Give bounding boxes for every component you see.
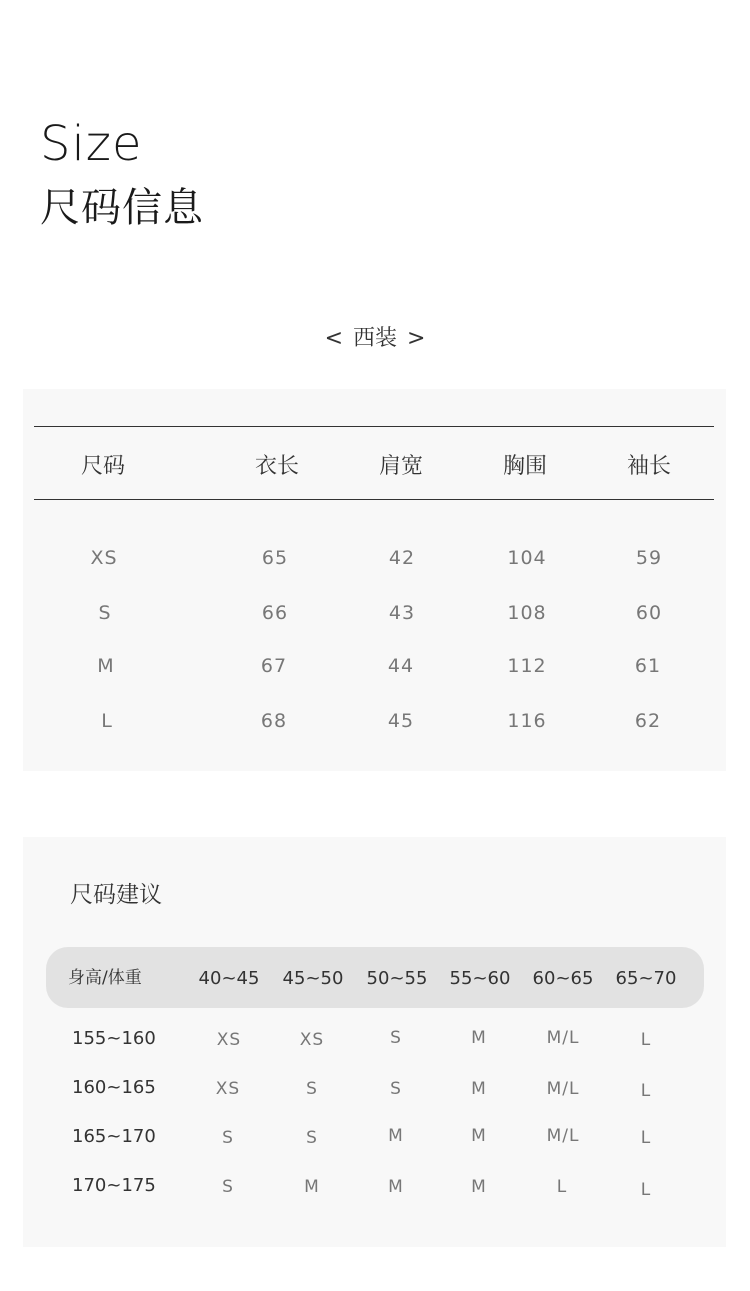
table-cell: 61 <box>634 655 662 677</box>
table-cell: 62 <box>634 710 662 732</box>
size-cell: S <box>390 1028 402 1048</box>
size-cell: S <box>306 1128 318 1148</box>
weight-header: 55~60 <box>449 968 511 989</box>
size-cell: S <box>222 1177 234 1197</box>
size-cell: XS <box>216 1030 242 1050</box>
size-cell: M/L <box>546 1126 580 1146</box>
page-title-en: Size <box>40 116 143 172</box>
size-cell: S <box>306 1079 318 1099</box>
table-cell: 60 <box>635 602 663 624</box>
table-cell: 68 <box>260 710 288 732</box>
recommendation-title: 尺码建议 <box>70 882 162 908</box>
size-cell: M <box>471 1126 487 1146</box>
size-cell: XS <box>215 1079 241 1099</box>
section-label: < 西装 > <box>324 326 426 351</box>
size-cell: L <box>640 1128 652 1148</box>
size-cell: L <box>640 1180 652 1200</box>
size-cell: M <box>471 1028 487 1048</box>
table-cell: S <box>98 602 112 624</box>
size-table-card <box>23 389 726 771</box>
recommendation-header-bar <box>46 947 704 1008</box>
size-cell: M/L <box>546 1079 580 1099</box>
table-cell: 67 <box>260 655 288 677</box>
size-cell: XS <box>299 1030 325 1050</box>
page-title-cn: 尺码信息 <box>40 185 204 231</box>
weight-header: 50~55 <box>366 968 428 989</box>
table-top-rule <box>34 426 714 427</box>
weight-header: 40~45 <box>198 968 260 989</box>
size-cell: M <box>471 1079 487 1099</box>
table-cell: XS <box>90 547 118 569</box>
height-label: 165~170 <box>72 1126 156 1147</box>
weight-header: 65~70 <box>615 968 677 989</box>
size-recommendation-card <box>23 837 726 1247</box>
height-label: 155~160 <box>72 1028 156 1049</box>
column-header-length: 衣长 <box>254 454 300 479</box>
column-header-sleeve: 袖长 <box>626 454 672 479</box>
table-cell: 66 <box>261 602 289 624</box>
table-cell: 116 <box>507 710 547 732</box>
table-cell: 44 <box>387 655 415 677</box>
size-cell: S <box>222 1128 234 1148</box>
column-header-size: 尺码 <box>80 454 126 479</box>
height-label: 170~175 <box>72 1175 156 1196</box>
size-cell: M <box>388 1126 404 1146</box>
table-cell: L <box>101 710 113 732</box>
column-header-chest: 胸围 <box>502 454 548 479</box>
size-cell: L <box>640 1081 652 1101</box>
size-cell: L <box>640 1030 652 1050</box>
table-cell: 42 <box>388 547 416 569</box>
column-header-shoulder: 肩宽 <box>378 454 424 479</box>
size-cell: M <box>304 1177 320 1197</box>
table-cell: 104 <box>507 547 547 569</box>
table-cell: M <box>97 655 115 677</box>
table-cell: 45 <box>387 710 415 732</box>
weight-header: 60~65 <box>532 968 594 989</box>
size-cell: M <box>471 1177 487 1197</box>
size-cell: M/L <box>546 1028 580 1048</box>
size-cell: L <box>556 1177 568 1197</box>
table-cell: 43 <box>388 602 416 624</box>
size-cell: M <box>388 1177 404 1197</box>
weight-header: 45~50 <box>282 968 344 989</box>
table-cell: 65 <box>261 547 289 569</box>
table-cell: 112 <box>507 655 547 677</box>
height-label: 160~165 <box>72 1077 156 1098</box>
table-cell: 59 <box>635 547 663 569</box>
height-weight-label: 身高/体重 <box>68 968 142 988</box>
table-header-rule <box>34 499 714 500</box>
size-cell: S <box>390 1079 402 1099</box>
table-cell: 108 <box>507 602 547 624</box>
